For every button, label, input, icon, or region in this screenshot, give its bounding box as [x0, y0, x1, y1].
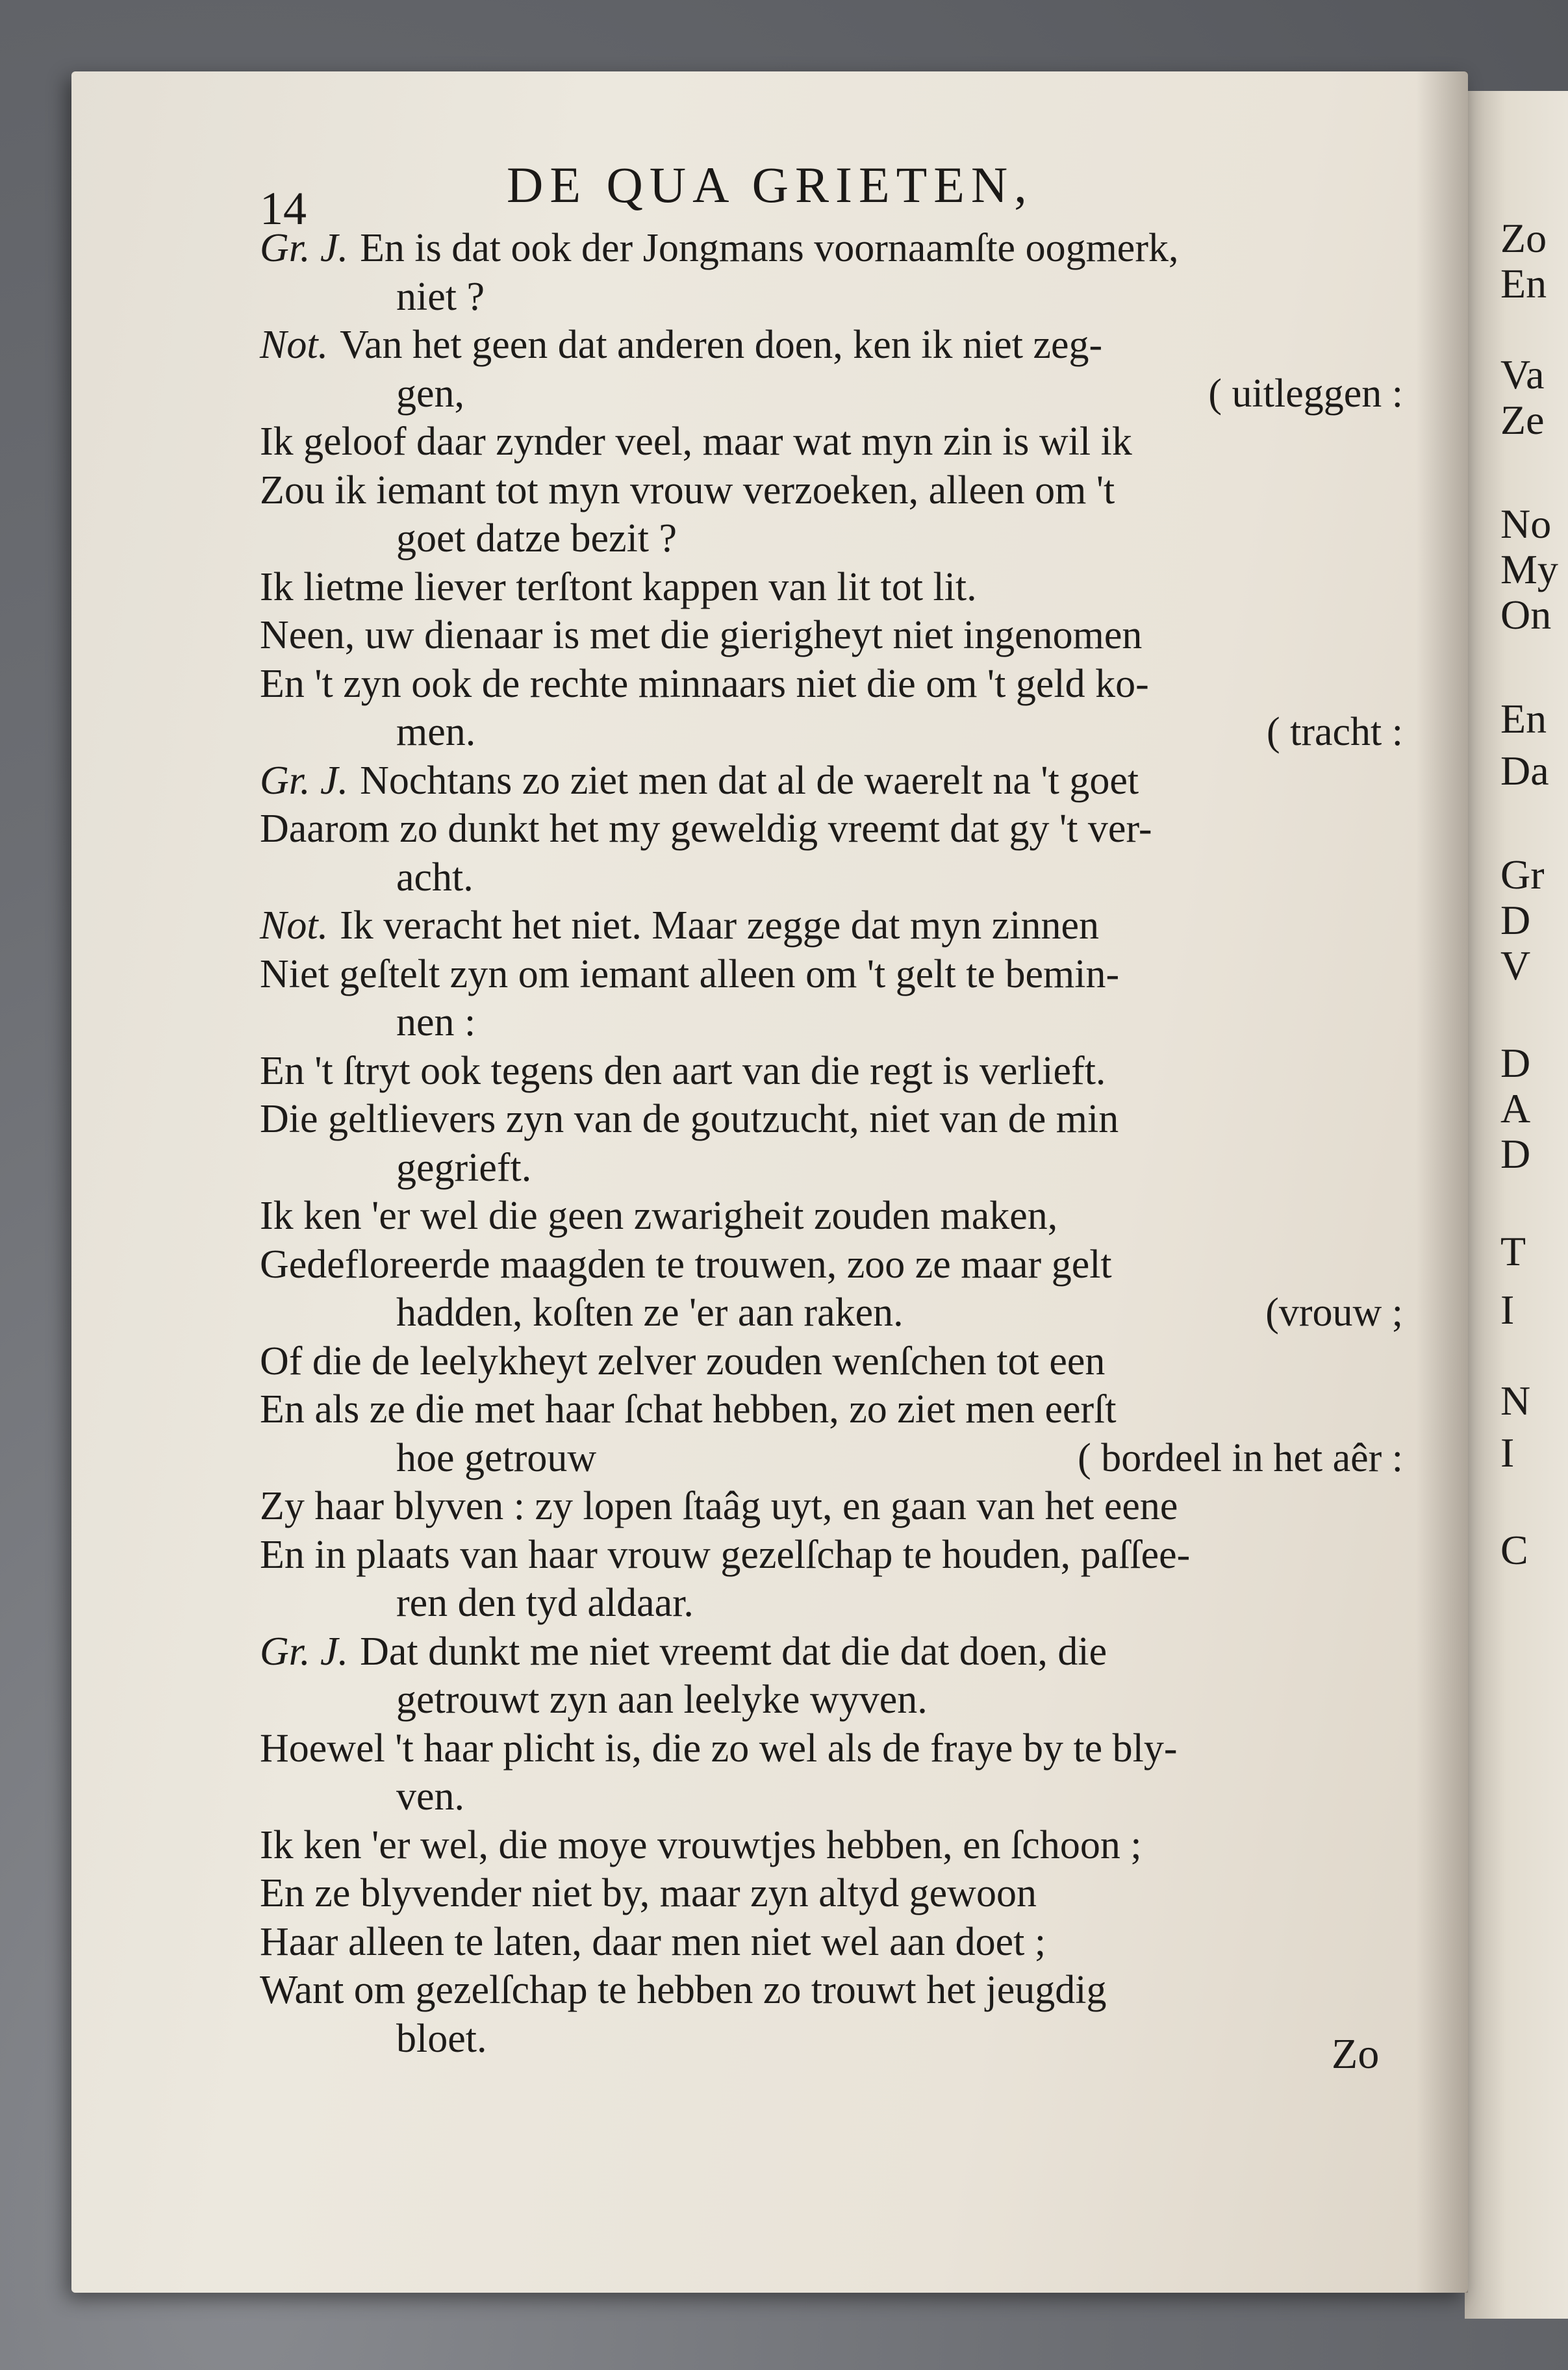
line-text: Van het geen dat anderen doen, ken ik niet zeg-: [340, 323, 1103, 367]
text-line: [260, 901, 1403, 950]
line-text: En 't zyn ook de rechte minnaars niet die om 't geld ko-: [260, 661, 1149, 706]
line-text: getrouwt zyn aan leelyke wyven.: [396, 1678, 928, 1722]
text-line: [260, 708, 1403, 757]
line-text: En 't ſtryt ook tegens den aart van die regt is verlieft.: [260, 1048, 1106, 1093]
text-line: [260, 1337, 1403, 1386]
facing-fragment: My: [1500, 546, 1558, 592]
line-text: Want om gezelſchap te hebben zo trouwt het jeugdig: [260, 1968, 1107, 2012]
catchword: Zo: [1332, 2030, 1380, 2078]
line-text: bloet.: [396, 2016, 487, 2061]
speaker-label: Not.: [260, 323, 329, 367]
line-text: hadden, koſten ze 'er aan raken.: [396, 1291, 904, 1335]
facing-fragment: A: [1500, 1085, 1531, 1131]
text-line: [260, 660, 1403, 709]
facing-fragment: On: [1500, 592, 1552, 638]
line-text: ven.: [396, 1774, 465, 1819]
line-text: gen,: [396, 371, 465, 416]
line-text: Zy haar blyven : zy lopen ſtaâg uyt, en gaan van het eene: [260, 1484, 1178, 1528]
line-text: Ik ken 'er wel, die moye vrouwtjes hebben, en ſchoon ;: [260, 1822, 1142, 1867]
line-text: men.: [396, 710, 476, 754]
facing-fragment: No: [1500, 501, 1552, 547]
running-title: [260, 156, 1299, 214]
speaker-label: Gr. J.: [260, 1629, 349, 1674]
text-line: [260, 1869, 1403, 1918]
line-text: Neen, uw dienaar is met die gierigheyt niet ingenomen: [260, 613, 1143, 657]
line-text: En ze blyvender niet by, maar zyn altyd gewoon: [260, 1871, 1037, 1915]
text-line: [260, 418, 1403, 466]
line-text: Of die de leelykheyt zelver zouden wenſchen tot een: [260, 1339, 1106, 1383]
turnover-text: (vrouw ;: [1265, 1291, 1403, 1335]
line-text: Die geltlievers zyn van de goutzucht, niet van de min: [260, 1097, 1119, 1141]
line-text: Ik veracht het niet. Maar zegge dat myn zinnen: [340, 903, 1099, 948]
line-text: nen :: [396, 1000, 476, 1044]
text-line: [260, 1434, 1403, 1483]
text-line: [260, 1676, 1403, 1724]
line-text: niet ?: [396, 274, 485, 319]
running-title-text: DE QUA GRIETEN,: [507, 157, 1033, 213]
text-line: [260, 1772, 1403, 1821]
line-text: Ik geloof daar zynder veel, maar wat myn zin is wil ik: [260, 420, 1132, 464]
line-text: hoe getrouw: [396, 1435, 597, 1480]
turnover-text: ( uitleggen :: [1208, 371, 1403, 416]
text-line: [260, 1724, 1403, 1773]
page-text: [260, 224, 1403, 2063]
text-line: [260, 1047, 1403, 1096]
page-number: 14: [260, 183, 307, 234]
line-text: ren den tyd aldaar.: [396, 1581, 694, 1625]
facing-fragment: En: [1500, 696, 1547, 742]
text-line: [260, 1095, 1403, 1144]
text-line: [260, 273, 1403, 321]
text-line: [260, 1289, 1403, 1337]
line-text: Gedefloreerde maagden te trouwen, zoo ze maar gelt: [260, 1242, 1112, 1287]
line-text: En in plaats van haar vrouw gezelſchap te houden, paſſee-: [260, 1532, 1191, 1577]
text-line: [260, 998, 1403, 1047]
text-line: [260, 1385, 1403, 1434]
text-line: [260, 466, 1403, 515]
facing-fragment: N: [1500, 1378, 1531, 1424]
text-line: [260, 1241, 1403, 1289]
facing-fragment: V: [1500, 942, 1531, 989]
text-line: [260, 1579, 1403, 1628]
turnover-text: ( tracht :: [1266, 710, 1403, 754]
facing-fragment: I: [1500, 1287, 1515, 1333]
facing-fragment: Gr: [1500, 851, 1545, 898]
text-line: [260, 1144, 1403, 1192]
text-line: [260, 1628, 1403, 1676]
line-text: Zou ik iemant tot myn vrouw verzoeken, alleen om 't: [260, 468, 1115, 512]
facing-fragment: C: [1500, 1527, 1528, 1573]
facing-fragment: Zo: [1500, 215, 1547, 261]
line-text: Haar alleen te laten, daar men niet wel aan doet ;: [260, 1919, 1046, 1964]
speaker-label: Gr. J.: [260, 758, 349, 803]
text-line: [260, 611, 1403, 660]
text-line: [260, 757, 1403, 805]
text-line: [260, 514, 1403, 563]
line-text: Ik lietme liever terſtont kappen van lit tot lit.: [260, 564, 977, 609]
text-line: [260, 321, 1403, 370]
facing-fragment: Ze: [1500, 397, 1545, 443]
facing-fragment: Da: [1500, 748, 1549, 794]
text-line: [260, 1966, 1403, 2015]
text-line: [260, 563, 1403, 612]
text-line: [260, 1918, 1403, 1967]
text-line: [260, 1192, 1403, 1241]
line-text: Ik ken 'er wel die geen zwarigheit zouden maken,: [260, 1194, 1058, 1238]
speaker-label: Gr. J.: [260, 226, 349, 270]
line-text: Hoewel 't haar plicht is, die zo wel als de fraye by te bly-: [260, 1726, 1178, 1771]
text-line: [260, 805, 1403, 853]
facing-fragment: D: [1500, 1131, 1531, 1177]
text-line: [260, 950, 1403, 999]
line-text: gegrieft.: [396, 1145, 532, 1190]
facing-fragment: T: [1500, 1228, 1526, 1274]
facing-fragment: Va: [1500, 351, 1545, 397]
text-line: [260, 853, 1403, 902]
line-text: Nochtans zo ziet men dat al de waerelt na 't goet: [360, 758, 1139, 803]
facing-fragment: D: [1500, 1040, 1531, 1086]
facing-fragment: D: [1500, 897, 1531, 943]
text-line: [260, 1531, 1403, 1580]
line-text: En is dat ook der Jongmans voornaamſte oogmerk,: [360, 226, 1179, 270]
line-text: En als ze die met haar ſchat hebben, zo ziet men eerſt: [260, 1387, 1117, 1431]
text-line: [260, 370, 1403, 418]
line-text: acht.: [396, 855, 474, 900]
facing-fragment: En: [1500, 260, 1547, 307]
line-text: Daarom zo dunkt het my geweldig vreemt dat gy 't ver-: [260, 807, 1152, 851]
speaker-label: Not.: [260, 903, 329, 948]
facing-fragment: I: [1500, 1430, 1515, 1476]
turnover-text: ( bordeel in het aêr :: [1078, 1435, 1403, 1480]
text-line: [260, 1482, 1403, 1531]
line-text: goet datze bezit ?: [396, 516, 677, 561]
text-line: [260, 224, 1403, 273]
text-line: [260, 1821, 1403, 1870]
text-line: [260, 2015, 1403, 2063]
line-text: Dat dunkt me niet vreemt dat die dat doen, die: [360, 1629, 1107, 1674]
line-text: Niet geſtelt zyn om iemant alleen om 't gelt te bemin-: [260, 952, 1120, 996]
